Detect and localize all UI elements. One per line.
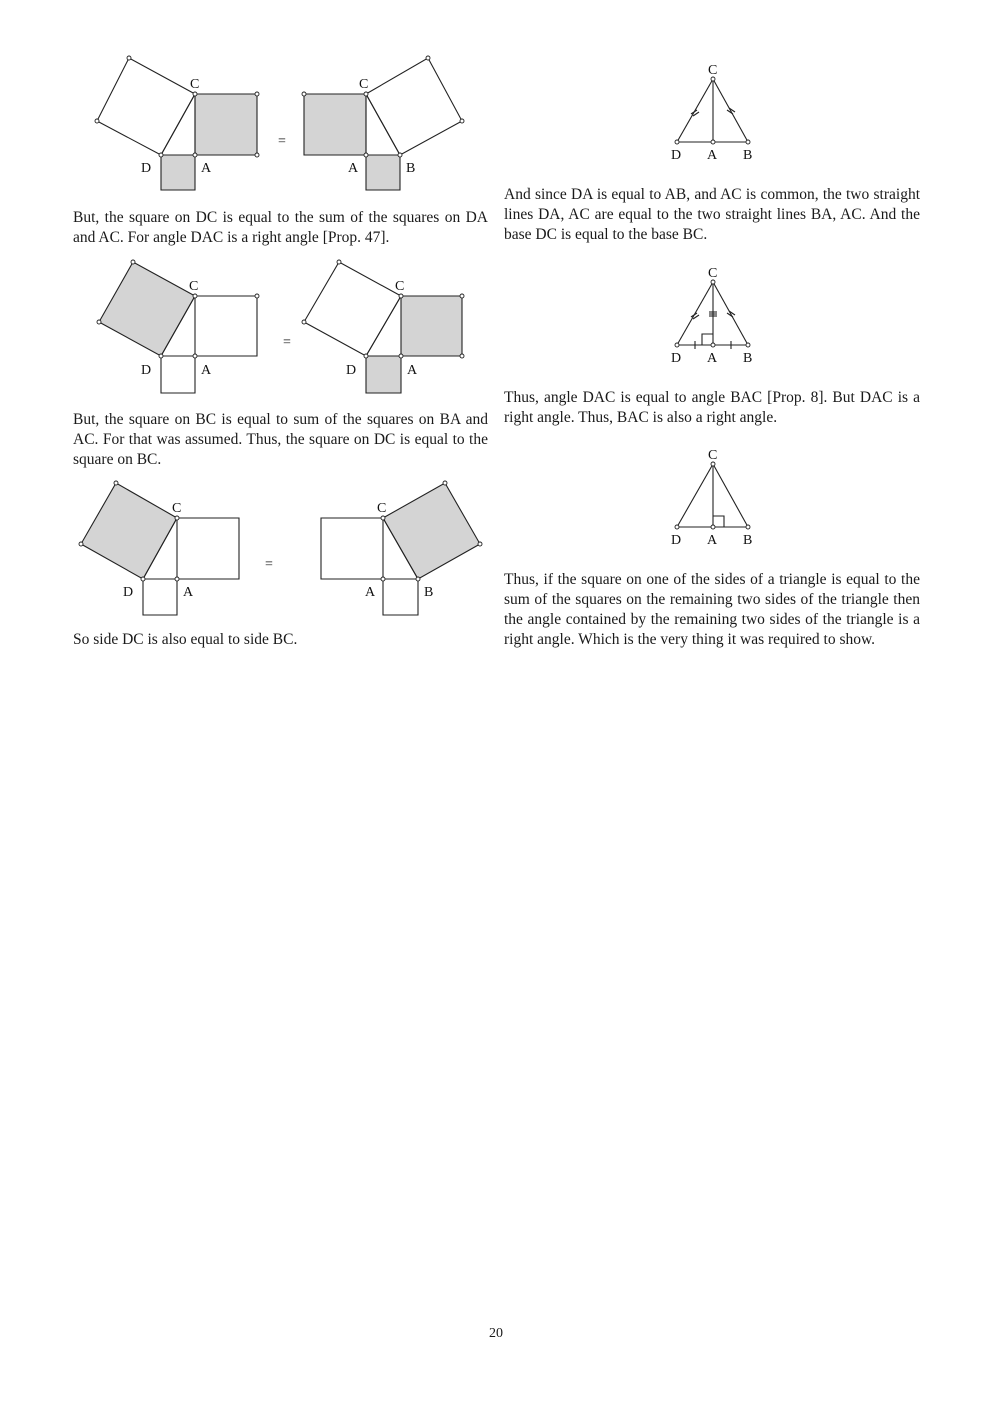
label-a: A	[201, 363, 212, 378]
right-paragraph-3: Thus, if the square on one of the sides of a triangle is equal to the sum of the squares on the remaining two sides of the triangle then the angle contained by the remaining two sides of the triangle is a right angle. Which is the very thing it was required to show.	[504, 571, 920, 648]
label-d: D	[141, 161, 152, 176]
label-c: C	[172, 501, 182, 516]
label-c: C	[190, 77, 200, 92]
label-a: A	[407, 363, 418, 378]
label-a: A	[348, 161, 359, 176]
figure-2-left	[99, 262, 257, 393]
label-a: A	[201, 161, 212, 176]
figure-1-right	[304, 58, 462, 190]
page-number: 20	[489, 1326, 503, 1341]
left-paragraph-1: But, the square on DC is equal to the sum of the squares on DA and AC. For angle DAC is a right angle [Prop. 47].	[73, 209, 488, 246]
label-c: C	[708, 63, 718, 78]
label-c: C	[708, 448, 718, 463]
figure-triangle-2	[677, 282, 748, 349]
label-a: A	[707, 351, 718, 366]
label-a: A	[707, 148, 718, 163]
label-a: A	[707, 533, 718, 548]
left-paragraph-2: But, the square on BC is equal to sum of the squares on BA and AC. For that was assumed. Thus, the square on DC is equal to the square on BC.	[73, 411, 488, 468]
right-paragraph-2: Thus, angle DAC is equal to angle BAC [Prop. 8]. But DAC is a right angle. Thus, BAC is also a right angle.	[504, 389, 920, 426]
label-d: D	[671, 148, 682, 163]
figure-2-right	[304, 262, 462, 393]
figure-triangle-1	[677, 79, 748, 142]
label-d: D	[141, 363, 152, 378]
label-b: B	[743, 533, 753, 548]
label-a: A	[365, 585, 376, 600]
right-paragraph-1: And since DA is equal to AB, and AC is common, the two straight lines DA, AC are equal to the two straight lines BA, AC. And the base DC is equal to the base BC.	[504, 186, 920, 243]
label-b: B	[424, 585, 434, 600]
left-paragraph-3: So side DC is also equal to side BC.	[73, 631, 298, 648]
label-d: D	[671, 351, 682, 366]
label-c: C	[359, 77, 369, 92]
label-b: B	[743, 351, 753, 366]
label-c: C	[189, 279, 199, 294]
label-c: C	[708, 266, 718, 281]
label-c: C	[377, 501, 387, 516]
label-a: A	[183, 585, 194, 600]
equals-sign: =	[283, 335, 291, 350]
figure-3-right	[321, 483, 480, 615]
equals-sign: =	[265, 557, 273, 572]
equals-sign: =	[278, 134, 286, 149]
label-d: D	[123, 585, 134, 600]
label-b: B	[743, 148, 753, 163]
label-d: D	[346, 363, 357, 378]
label-b: B	[406, 161, 416, 176]
figure-3-left	[81, 483, 239, 615]
label-d: D	[671, 533, 682, 548]
label-c: C	[395, 279, 405, 294]
figure-triangle-3	[677, 464, 748, 527]
figure-1-left	[97, 58, 257, 190]
